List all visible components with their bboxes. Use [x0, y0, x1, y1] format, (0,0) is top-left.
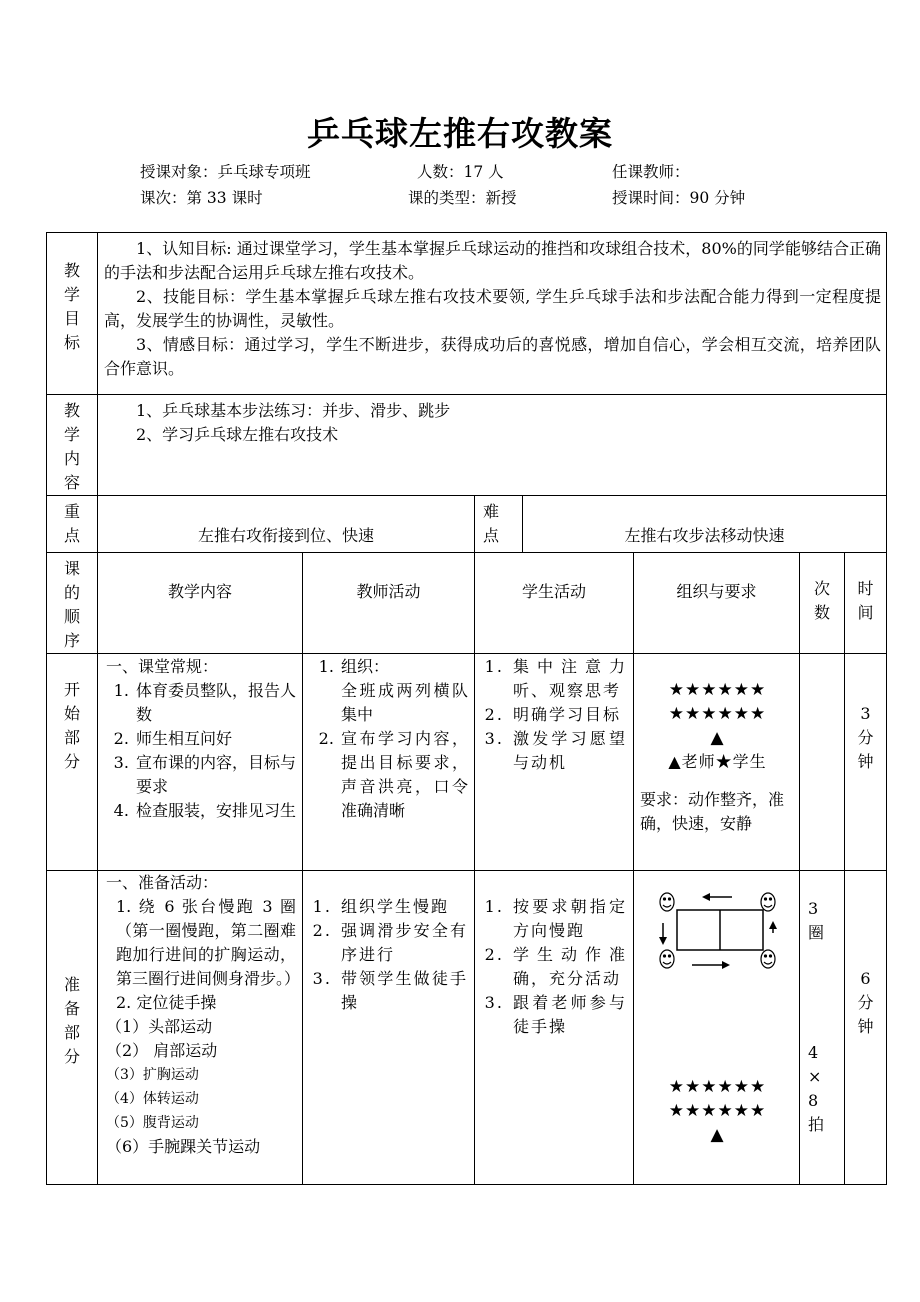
smiley-icon — [660, 893, 674, 911]
list-item: 1. 组织学生慢跑 — [339, 895, 468, 919]
start-label: 开 始 部 分 — [47, 654, 98, 871]
difficulty-text: 左推右攻步法移动快速 — [523, 496, 887, 553]
content-label: 教 学 内 容 — [47, 395, 98, 496]
drill-item: （3）扩胸运动 — [106, 1067, 199, 1083]
drill-item: （5）腹背运动 — [106, 1115, 199, 1131]
student-row-2: ★★★★★★ — [668, 704, 767, 724]
content-text — [98, 395, 887, 496]
teacher-marker: ▲ — [710, 1125, 725, 1145]
objective-item: 2、技能目标：学生基本掌握乒乓球左推右攻技术要领, 学生乒乓球手法和步法配合能力得到一定程度提高，发展学生的协调性，灵敏性。 — [104, 287, 882, 330]
objective-item: 3、情感目标：通过学习，学生不断进步，获得成功后的喜悦感，增加自信心，学会相互交流，培养团队合作意识。 — [104, 335, 882, 378]
drill-item: （1）头部运动 — [106, 1017, 213, 1036]
warmup-drill-head: 2. 定位徒手操 — [116, 993, 217, 1012]
start-content — [98, 654, 303, 871]
start-duration: 3 分 钟 — [845, 654, 887, 871]
difficulty-label: 难 点 — [475, 496, 523, 553]
list-item: 1. 体育委员整队，报告人数 — [134, 679, 296, 727]
key-point-text: 左推右攻衔接到位、快速 — [98, 496, 475, 553]
arrow-right-icon — [692, 961, 730, 969]
warmup-teacher-activity — [303, 871, 475, 1185]
key-label: 重 点 — [47, 496, 98, 553]
warmup-student-activity — [475, 871, 634, 1185]
smiley-icon — [660, 950, 674, 968]
objective-item: 1、认知目标: 通过课堂学习，学生基本掌握乒乓球运动的推挡和攻球组合技术，80%的同学能够结合正确的手法和步法配合运用乒乓球左推右攻技术。 — [104, 239, 882, 282]
lesson-type: 课的类型：新授 — [408, 189, 517, 207]
objectives-text — [98, 233, 887, 395]
teacher-marker: ▲ — [710, 728, 725, 748]
teacher-name: 任课教师： — [612, 163, 690, 181]
header-teacher: 教师活动 — [303, 553, 475, 654]
student-row-1: ★★★★★★ — [668, 680, 767, 700]
objectives-row — [47, 233, 887, 395]
content-row — [47, 395, 887, 496]
header-times: 次 数 — [800, 553, 845, 654]
keypoints-row — [47, 496, 887, 553]
content-item: 1、乒乓球基本步法练习：并步、滑步、跳步 — [136, 401, 451, 420]
start-requirement: 要求：动作整齐，准确，快速，安静 — [640, 790, 785, 833]
list-item: 1. 集中注意力听、观察思考 — [511, 655, 627, 703]
warmup-times: 3 圈 4 × 8 拍 — [800, 871, 845, 1185]
start-teacher-activity — [303, 654, 475, 871]
warmup-label: 准 备 部 分 — [47, 871, 98, 1185]
arrow-down-icon — [659, 923, 667, 945]
warmup-organization — [634, 871, 800, 1185]
list-item: 3. 宣布课的内容，目标与要求 — [134, 751, 296, 799]
list-item: 2. 学生动作准确，充分活动 — [511, 943, 627, 991]
header-student: 学生活动 — [475, 553, 634, 654]
start-section-row — [47, 654, 887, 871]
list-item: 2. 明确学习目标 — [511, 703, 627, 727]
warmup-content — [98, 871, 303, 1185]
smiley-icon — [761, 950, 775, 968]
list-item: 2. 师生相互问好 — [134, 727, 296, 751]
content-item: 2、学习乒乓球左推右攻技术 — [136, 425, 339, 444]
start-organization — [634, 654, 800, 871]
arrow-up-icon — [769, 921, 777, 933]
list-item: 2. 强调滑步安全有序进行 — [339, 919, 468, 967]
header-order: 课 的 顺 序 — [47, 553, 98, 654]
lesson-duration: 授课时间：90 分钟 — [612, 189, 746, 207]
target-audience: 授课对象：乒乓球专项班 — [140, 163, 311, 181]
start-times — [800, 654, 845, 871]
list-item: 4. 检查服装，安排见习生 — [134, 799, 296, 823]
student-row-2: ★★★★★★ — [668, 1101, 767, 1121]
lesson-plan-table — [46, 232, 887, 1185]
formation-legend: ▲老师★学生 — [668, 752, 767, 771]
drill-item: （2） 肩部运动 — [106, 1041, 218, 1060]
list-item: 1. 组织： 全班成两列横队集中 — [339, 655, 468, 727]
objectives-label: 教 学 目 标 — [47, 233, 98, 395]
running-route-diagram — [640, 879, 790, 971]
start-student-activity — [475, 654, 634, 871]
list-item: 3. 激发学习愿望与动机 — [511, 727, 627, 775]
warmup-duration: 6 分 钟 — [845, 871, 887, 1185]
list-item: 2. 宣布学习内容，提出目标要求，声音洪亮，口令准确清晰 — [339, 727, 468, 823]
header-organization: 组织与要求 — [634, 553, 800, 654]
header-row — [47, 553, 887, 654]
student-count: 人数：17 人 — [417, 163, 504, 181]
list-item: 3. 跟着老师参与徒手操 — [511, 991, 627, 1039]
session-number: 课次：第 33 课时 — [140, 189, 263, 207]
page-title: 乒乓球左推右攻教案 — [307, 114, 613, 153]
smiley-icon — [761, 893, 775, 911]
warmup-run-item: 1. 绕 6 张台慢跑 3 圈（第一圈慢跑，第二圈难跑加行进间的扩胸运动，第三圈行进间侧身滑步。） — [116, 897, 301, 988]
arrow-left-icon — [702, 893, 732, 901]
header-content: 教学内容 — [98, 553, 303, 654]
list-item: 3. 带领学生做徒手操 — [339, 967, 468, 1015]
warmup-content-head: 一、准备活动： — [106, 873, 219, 892]
drill-item: （6）手腕踝关节运动 — [106, 1137, 261, 1156]
warmup-section-row — [47, 871, 887, 1185]
header-duration: 时 间 — [845, 553, 887, 654]
list-item: 1. 按要求朝指定方向慢跑 — [511, 895, 627, 943]
drill-item: （4）体转运动 — [106, 1091, 199, 1107]
student-row-1: ★★★★★★ — [668, 1077, 767, 1097]
start-content-head: 一、课堂常规： — [106, 657, 219, 676]
